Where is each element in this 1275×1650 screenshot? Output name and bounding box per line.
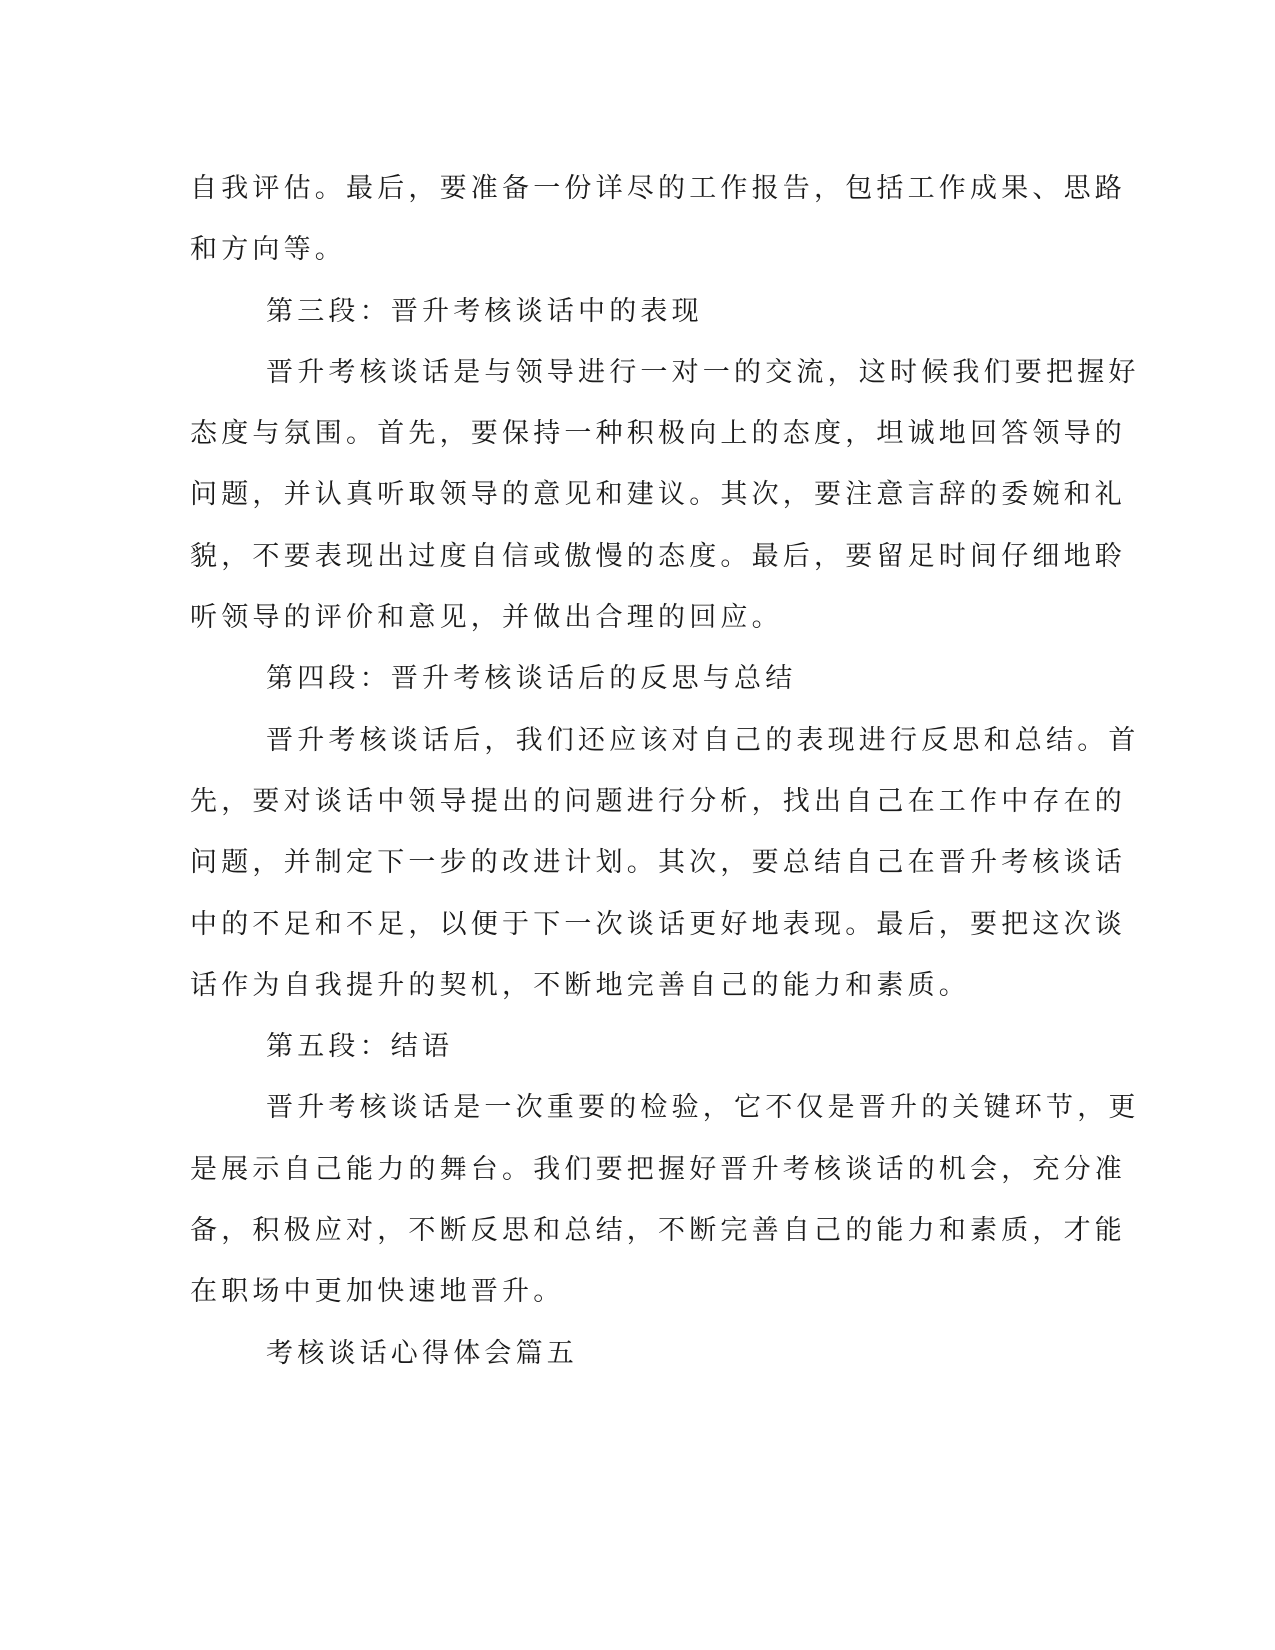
text-line: 貌，不要表现出过度自信或傲慢的态度。最后，要留足时间仔细地聆 <box>190 540 1126 572</box>
text-line: 和方向等。 <box>190 234 346 266</box>
text-line: 问题，并制定下一步的改进计划。其次，要总结自己在晋升考核谈话 <box>190 847 1126 879</box>
text-line: 备，积极应对，不断反思和总结，不断完善自己的能力和素质，才能 <box>190 1215 1126 1247</box>
text-line: 听领导的评价和意见，并做出合理的回应。 <box>190 602 783 634</box>
document-body <box>190 158 1140 1384</box>
text-line: 问题，并认真听取领导的意见和建议。其次，要注意言辞的委婉和礼 <box>190 479 1126 511</box>
text-line: 先，要对谈话中领导提出的问题进行分析，找出自己在工作中存在的 <box>190 785 1126 817</box>
text-line: 态度与氛围。首先，要保持一种积极向上的态度，坦诚地回答领导的 <box>190 418 1126 450</box>
section-heading: 第四段：晋升考核谈话后的反思与总结 <box>266 663 797 695</box>
section-heading: 第五段：结语 <box>266 1031 454 1063</box>
text-line: 自我评估。最后，要准备一份详尽的工作报告，包括工作成果、思路 <box>190 173 1126 204</box>
text-line: 晋升考核谈话后，我们还应该对自己的表现进行反思和总结。首 <box>266 724 1140 756</box>
text-line: 是展示自己能力的舞台。我们要把握好晋升考核谈话的机会，充分准 <box>190 1153 1126 1185</box>
text-line: 晋升考核谈话是一次重要的检验，它不仅是晋升的关键环节，更 <box>266 1092 1140 1124</box>
section-heading: 考核谈话心得体会篇五 <box>266 1337 578 1369</box>
text-line: 在职场中更加快速地晋升。 <box>190 1276 565 1308</box>
text-line: 晋升考核谈话是与领导进行一对一的交流，这时候我们要把握好 <box>266 356 1140 388</box>
text-line: 话作为自我提升的契机，不断地完善自己的能力和素质。 <box>190 969 970 1001</box>
text-line: 中的不足和不足，以便于下一次谈话更好地表现。最后，要把这次谈 <box>190 908 1126 940</box>
section-heading: 第三段：晋升考核谈话中的表现 <box>266 295 703 327</box>
